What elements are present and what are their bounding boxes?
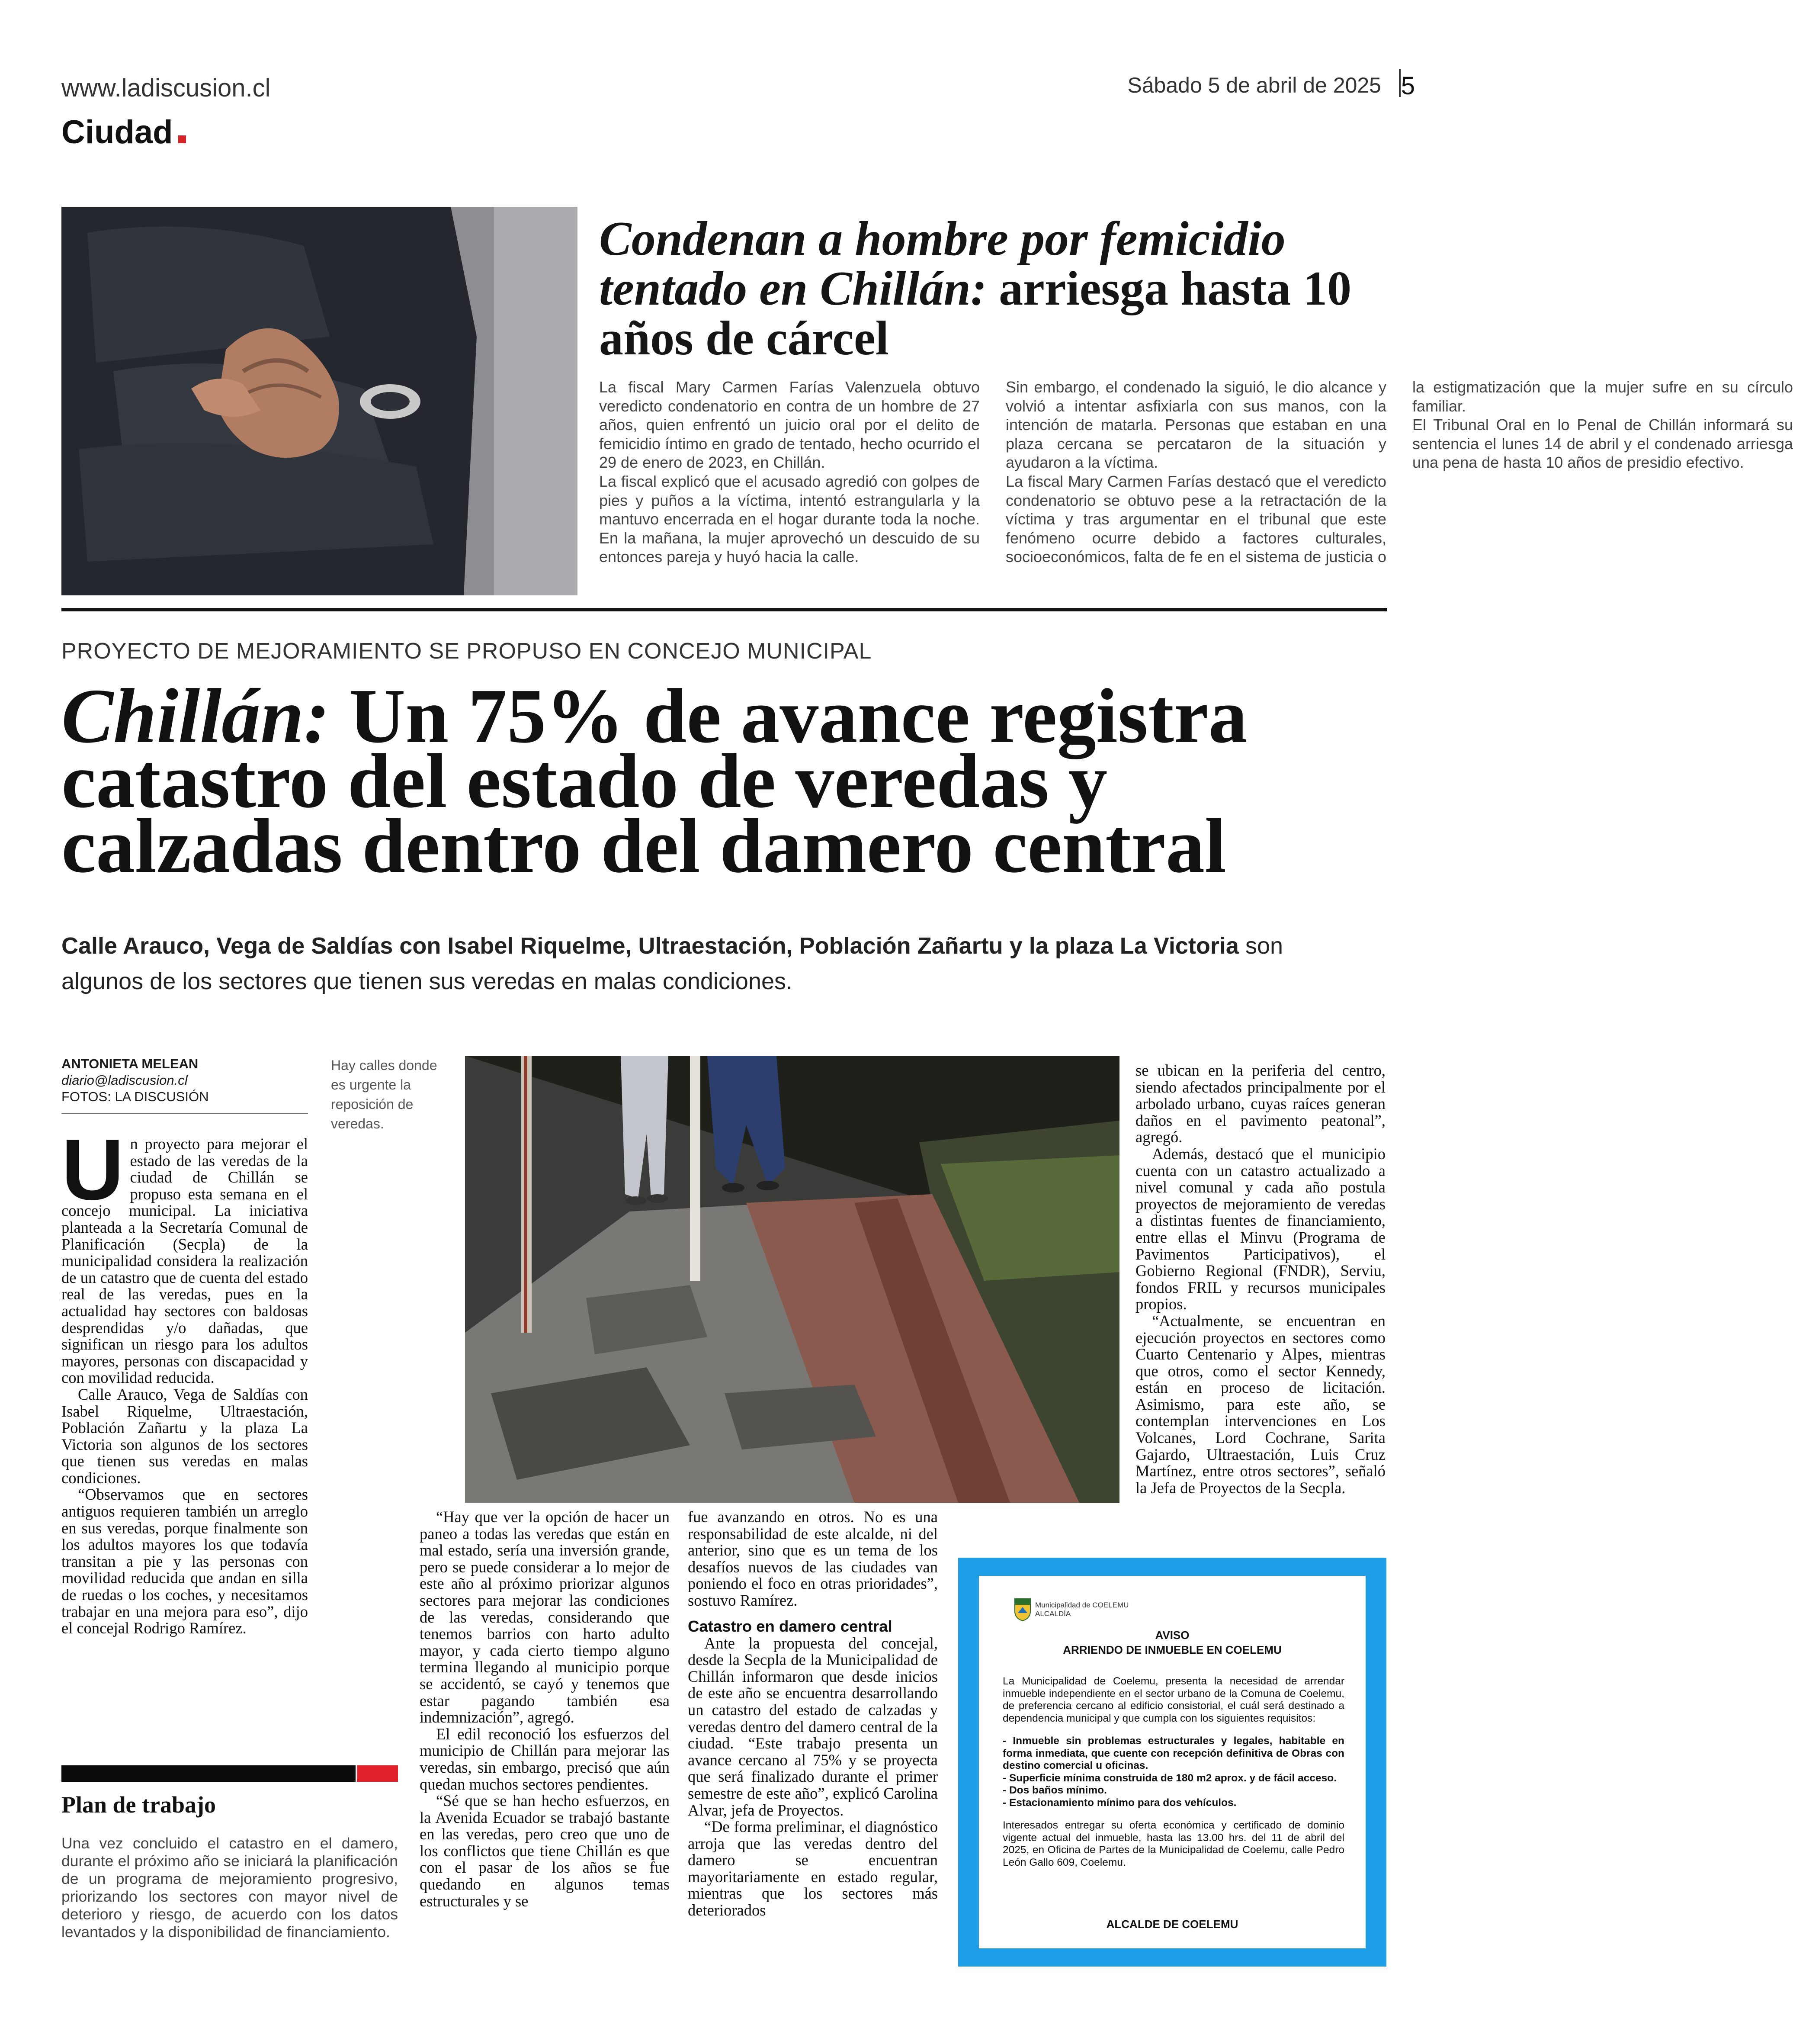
article-column-1 (61, 1122, 308, 1637)
ad-signature: ALCALDE DE COELEMU (1106, 1918, 1238, 1931)
article-subhead: Catastro en damero central (688, 1617, 892, 1635)
article-paragraph: “Hay que ver la opción de hacer un paneo a todas las veredas que están en mal estado, sería una inversión grande, pero se puede considerar a lo mejor de este año al próximo priorizar algunos sectores para mejorar las condiciones de las veredas, considerando que tenemos barrios con harto adulto mayor, y cada cierto tiempo alguno termina llegando al municipio porque se accidentó, se cayó y tenemos que estar pagando también esa indemnización”, agregó. (420, 1508, 670, 1726)
article-paragraph: “De forma preliminar, el diagnóstico arroja que las veredas dentro del damero se encuentran mayoritariamente en estado regular, mientras que los sectores más deteriorados (688, 1818, 938, 1919)
main-story-deck (61, 928, 1359, 999)
classified-ad (958, 1558, 1386, 1967)
article-paragraph: Además, destacó que el municipio cuenta con un catastro actualizado a nivel comunal y cada año postula proyectos de mejoramiento de veredas a distintas fuentes de financiamiento, entre ellas el Minvu (Programa de Pavimentos Participativos), el Gobierno Regional (FNDR), Serviu, fondos FRIL y recursos municipales propios. (1135, 1144, 1386, 1313)
date-divider (1399, 69, 1401, 97)
municipal-crest-icon (1014, 1597, 1032, 1622)
top-paragraph: El Tribunal Oral en lo Penal de Chillán informará su sentencia el lunes 14 de abril y el condenado arriesga una pena de hasta 10 años de presidio efectivo. (1412, 416, 1793, 472)
article-paragraph: Calle Arauco, Vega de Saldías con Isabel Riquelme, Ultraestación, Población Zañartu y la plaza La Victoria son algunos de los sectores que tienen sus veredas en malas condiciones. (61, 1385, 308, 1487)
byline (61, 1056, 308, 1105)
author-name: ANTONIETA MELEAN (61, 1056, 199, 1071)
article-paragraph: n proyecto para mejorar el estado de las veredas de la ciudad de Chillán se propuso esta semana en el concejo municipal. La iniciativa planteada a la Secretaría Comunal de Planificación (Secpla) de la municipalidad considera la realización de un catastro que de cuenta del estado real de las veredas, pues en la actualidad hay sectores con baldosas desprendidas y/o dañadas, que significan un riesgo para los adultos mayores, personas con discapacidad y con movilidad reducida. (61, 1135, 308, 1387)
municipality-name (1035, 1601, 1129, 1618)
article-paragraph: Ante la propuesta del concejal, desde la Secpla de la Municipalidad de Chillán informaron que desde inicios de este año se encuentra desarrollando un catastro del estado de calzadas y veredas dentro del damero central de la ciudad. “Este trabajo presenta un avance cercano al 75% y se proyecta que será finalizado durante el primer semestre de este año”, explicó Carolina Alvar, jefa de Proyectos. (688, 1634, 938, 1819)
section-divider (61, 608, 1387, 611)
classified-ad-panel (979, 1576, 1366, 1948)
article-paragraph: “Actualmente, se encuentran en ejecución proyectos en sectores como Cuarto Centenario y Alpes, mientras que otros, como el sector Kennedy, están en proceso de licitación. Asimismo, para este año, se contemplan intervenciones en Los Volcanes, Lord Cochrane, Sarita Gajardo, Ultraestación, Luis Cruz Martínez, entre otros sectores”, señaló la Jefa de Proyectos de la Secpla. (1135, 1311, 1386, 1497)
ad-requirement: - Superficie mínima construida de 180 m2 aprox. y de fácil acceso. (1003, 1772, 1337, 1784)
ad-requirement: - Inmueble sin problemas estructurales y legales, habitable en forma inmediata, que cuente con recepción definitiva de Obras con destino comercial u oficinas. (1003, 1735, 1344, 1771)
author-email[interactable]: diario@ladiscusion.cl (61, 1073, 188, 1088)
article-paragraph: El edil reconoció los esfuerzos del municipio de Chillán para mejorar las veredas, sin embargo, precisó que aún quedan muchos sectores pendientes. (420, 1725, 670, 1793)
photo-credit: FOTOS: LA DISCUSIÓN (61, 1089, 209, 1104)
article-column-3 (688, 1509, 938, 1919)
top-paragraph: La fiscal Mary Carmen Farías destacó que el veredicto condenatorio se obtuvo pese a la retractación de la víctima y tras argumentar en el tribunal que este fenómeno ocurre debido a factores culturales, socioeconómicos, falta de fe en el sistema de justicia o la estigmatización que la mujer sufre en su círculo familiar. (1006, 378, 1793, 566)
top-story-headline (599, 214, 1412, 363)
article-paragraph: se ubican en la periferia del centro, siendo afectados principalmente por el arbolado urbano, cuyas raíces generan daños en el pavimento peatonal”, agregó. (1135, 1061, 1386, 1146)
top-headline-rest: arriesga hasta 10 años de cárcel (599, 262, 1352, 365)
top-paragraph: La fiscal explicó que el acusado agredió con golpes de pies y puños a la víctima, intentó estrangularla y la mantuvo encerrada en el hogar durante toda la noche. En la mañana, la mujer aprovechó un descuido de su entonces pareja y huyó hacia la calle. (599, 472, 980, 566)
ad-subtitle: ARRIENDO DE INMUEBLE EN COELEMU (1063, 1643, 1282, 1656)
sidebar-body: Una vez concluido el catastro en el damero, durante el próximo año se iniciará la planificación de un programa de mejoramiento progresivo, priorizando los sectores con mayor nivel de deterioro y riesgo, de acuerdo con los datos levantados y la disponibilidad de financiamiento. (61, 1835, 398, 1941)
section-dot (178, 135, 186, 143)
article-column-2 (420, 1509, 670, 1909)
municipality-line: ALCALDÍA (1035, 1610, 1071, 1618)
handcuffed-hands-illustration (61, 207, 577, 595)
classified-ad-body (1003, 1675, 1344, 1879)
ad-title: AVISO (1155, 1629, 1190, 1642)
section-label (61, 113, 186, 151)
main-headline-italic: Chillán: (61, 673, 330, 759)
main-headline-rest: Un 75% de avance registra catastro del estado de veredas y calzadas dentro del damero central (61, 673, 1248, 889)
issue-date: Sábado 5 de abril de 2025 (1127, 73, 1381, 97)
ad-closing: Interesados entregar su oferta económica y certificado de dominio vigente actual del inmueble, hasta las 13.00 hrs. del 11 de abril del 2025, en Oficina de Partes de la Municipalidad de Coelemu, calle Pedro León Gallo 609, Coelemu. (1003, 1819, 1344, 1868)
section-name: Ciudad (61, 114, 173, 151)
main-story-headline (61, 673, 1402, 889)
classified-ad-title (979, 1628, 1366, 1657)
drop-cap: U (61, 1122, 124, 1218)
photo-caption: Hay calles donde es urgente la reposición de veredas. (331, 1057, 437, 1131)
ad-requirement: - Estacionamiento mínimo para dos vehículos. (1003, 1797, 1237, 1809)
article-paragraph: “Observamos que en sectores antiguos requieren también un arreglo en sus veredas, porque finalmente son los adultos mayores los que todavía transitan a pie y las personas con movilidad reducida que andan en silla de ruedas o los coches, y necesitamos trabajar en una mejora para eso”, dijo el concejal Rodrigo Ramírez. (61, 1485, 308, 1637)
deck-rest: son algunos de los sectores que tienen sus veredas en malas condiciones. (61, 933, 1283, 994)
top-paragraph: Sin embargo, el condenado la siguió, le dio alcance y volvió a intentar asfixiarla con sus manos, con la intención de matarla. Personas que estaban en una plaza cercana se percataron de la situación y ayudaron a la víctima. (1006, 378, 1386, 472)
page-number: 5 (1401, 72, 1415, 100)
sidebar-title: Plan de trabajo (61, 1792, 216, 1818)
byline-divider (61, 1113, 308, 1114)
main-story-kicker: PROYECTO DE MEJORAMIENTO SE PROPUSO EN CONCEJO MUNICIPAL (61, 639, 872, 664)
top-story-body (599, 378, 1793, 594)
top-paragraph: La fiscal Mary Carmen Farías Valenzuela obtuvo veredicto condenatorio en contra de un hombre de 27 años, quien enfrentó un juicio oral por el delito de femicidio íntimo en grado de tentado, hecho ocurrido el 29 de enero de 2023, en Chillán. (599, 378, 980, 472)
article-paragraph: fue avanzando en otros. No es una responsabilidad de este alcalde, ni del anterior, sino que es un tema de los desafíos nuevos de las ciudades van poniendo el foco en otras prioridades”, sostuvo Ramírez. (688, 1508, 938, 1609)
sidewalk-pedestrians-illustration (465, 1056, 1119, 1503)
sidebar-accent (357, 1765, 398, 1782)
municipality-line: Municipalidad de COELEMU (1035, 1601, 1129, 1609)
ad-intro: La Municipalidad de Coelemu, presenta la necesidad de arrendar inmueble independiente en el sector urbano de la Comuna de Coelemu, de preferencia cercano al edificio consistorial, el cuál será destinado a dependencia municipal y que cumpla con los siguientes requisitos: (1003, 1675, 1344, 1724)
site-url[interactable]: www.ladiscusion.cl (61, 74, 271, 102)
top-headline-italic: Condenan a hombre por femicidio tentado en Chillán: (599, 212, 1286, 315)
sidebar-bar (61, 1765, 356, 1782)
main-story-photo (465, 1056, 1119, 1503)
article-paragraph: “Sé que se han hecho esfuerzos, en la Avenida Ecuador se trabajó bastante en las veredas, pero creo que uno de los conflictos que tiene Chillán es que con el pasar de los años se fue quedando en algunos temas estructurales y se (420, 1792, 670, 1910)
article-column-4 (1135, 1062, 1386, 1496)
deck-bold: Calle Arauco, Vega de Saldías con Isabel Riquelme, Ultraestación, Población Zañartu y la plaza La Victoria (61, 933, 1239, 959)
ad-requirement: - Dos baños mínimo. (1003, 1784, 1107, 1796)
top-story-photo (61, 207, 577, 595)
